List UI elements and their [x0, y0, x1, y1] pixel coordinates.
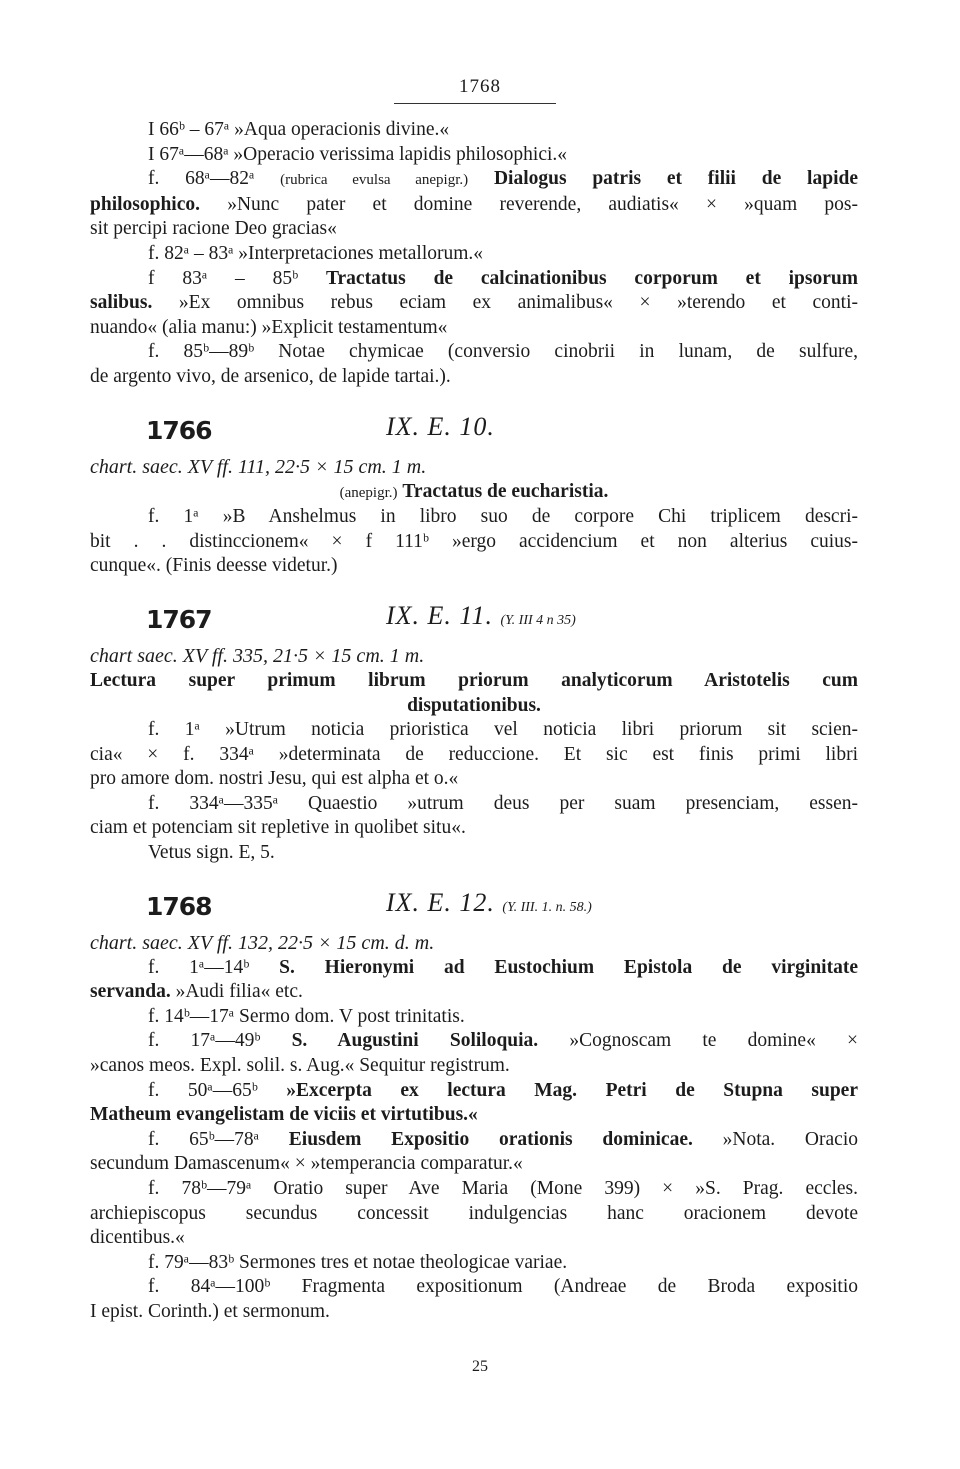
- text-line: f. 17ᵃ—49ᵇ S. Augustini Soliloquia. »Cognoscam te domine« ×: [148, 1030, 858, 1052]
- text-line: I 67ᵃ—68ᵃ »Operacio verissima lapidis philosophici.«: [148, 143, 568, 165]
- catalogue-body: [90, 118, 858, 1325]
- text-line: ciam et potenciam sit repletive in quolibet situ«.: [90, 817, 466, 839]
- entry-signature: IX. E. 11. (Y. III 4 n 35): [386, 600, 576, 630]
- text-line: f. 85ᵇ—89ᵇ Notae chymicae (conversio cinobrii in lunam, de sulfure,: [148, 341, 858, 363]
- text-line: pro amore dom. nostri Jesu, qui est alpha et o.«: [90, 768, 459, 790]
- text-line: de argento vivo, de arsenico, de lapide tartai.).: [90, 365, 451, 387]
- entry-title: (anepigr.) Tractatus de eucharistia.: [339, 480, 609, 502]
- text-line: f. 14ᵇ—17ᵃ Sermo dom. V post trinitatis.: [148, 1005, 465, 1027]
- entry-number: 1766: [146, 415, 212, 445]
- entry-signature: IX. E. 12. (Y. III. 1. n. 58.): [386, 887, 592, 917]
- text-line: philosophico. »Nunc pater et domine reverende, audiatis« × »quam pos-: [90, 193, 858, 215]
- text-line: cunque«. (Finis deesse videtur.): [90, 555, 338, 577]
- entry-signature: IX. E. 10.: [386, 411, 495, 441]
- text-line: archiepiscopus secundus concessit indulgencias hanc oracionem devote: [90, 1202, 858, 1224]
- running-head: 1768: [459, 76, 501, 97]
- text-line: I epist. Corinth.) et sermonum.: [90, 1300, 330, 1322]
- entry-title: Lectura super primum librum priorum analyticorum Aristotelis cum: [90, 669, 858, 691]
- old-signature: (Y. III 4 n 35): [500, 612, 576, 628]
- text-line: f. 334ᵃ—335ᵃ Quaestio »utrum deus per suam presenciam, essen-: [148, 792, 858, 814]
- text-line: f. 1ᵃ »Utrum noticia prioristica vel noticia libri priorum sit scien-: [148, 719, 858, 741]
- text-line: salibus. »Ex omnibus rebus eciam ex animalibus« × »terendo et conti-: [90, 292, 859, 314]
- text-line: f. 68ᵃ—82ᵃ (rubrica evulsa anepigr.) Dialogus patris et filii de lapide: [148, 168, 858, 190]
- text-line: nuando« (alia manu:) »Explicit testamentum«: [90, 316, 448, 338]
- entry-header-1768: [90, 886, 858, 930]
- text-line: secundum Damascenum« × »temperancia comparatur.«: [90, 1153, 523, 1175]
- entry-header-1767: [90, 599, 858, 643]
- header-rule: [394, 103, 556, 104]
- text-line: f. 84ᵃ—100ᵇ Fragmenta expositionum (Andreae de Broda expositio: [148, 1276, 858, 1298]
- entry-number: 1768: [146, 891, 212, 921]
- text-line: I 66ᵇ – 67ᵃ »Aqua operacionis divine.«: [148, 119, 450, 140]
- entry-description: chart. saec. XV ff. 111, 22·5 × 15 cm. 1 m.: [90, 455, 427, 478]
- entry-description: chart. saec. XV ff. 132, 22·5 × 15 cm. d. m.: [90, 931, 435, 954]
- text-line: f. 1ᵃ—14ᵇ S. Hieronymi ad Eustochium Epistola de virginitate: [148, 956, 858, 978]
- entry-number: 1767: [146, 604, 212, 634]
- text-line: f. 82ᵃ – 83ᵃ »Interpretaciones metallorum.«: [148, 242, 484, 264]
- text-line: f. 50ᵃ—65ᵇ »Excerpta ex lectura Mag. Petri de Stupna super: [148, 1079, 858, 1101]
- text-line: f. 1ᵃ »B Anshelmus in libro suo de corpore Chi triplicem descri-: [148, 506, 858, 528]
- entry-items: [90, 956, 858, 1325]
- old-signature: (Y. III. 1. n. 58.): [502, 899, 592, 915]
- text-line: servanda. »Audi filia« etc.: [90, 981, 303, 1003]
- text-line: Vetus sign. E, 5.: [148, 842, 275, 864]
- text-line: f. 79ᵃ—83ᵇ Sermones tres et notae theologicae variae.: [148, 1251, 568, 1273]
- text-line: »canos meos. Expl. solil. s. Aug.« Sequitur registrum.: [90, 1055, 510, 1077]
- text-line: f. 65ᵇ—78ᵃ Eiusdem Expositio orationis dominicae. »Nota. Oracio: [148, 1128, 858, 1150]
- page-number: 25: [472, 1358, 488, 1375]
- text-line: f 83ᵃ – 85ᵇ Tractatus de calcinationibus corporum et ipsorum: [148, 267, 858, 289]
- text-line: bit . . distinccionem« × f 111ᵇ »ergo accidencium et non alterius cuius-: [90, 530, 858, 552]
- entry-title: disputationibus.: [407, 694, 541, 716]
- entry-description: chart saec. XV ff. 335, 21·5 × 15 cm. 1 m.: [90, 644, 425, 667]
- text-line: sit percipi racione Deo gracias«: [90, 218, 337, 240]
- text-line: f. 78ᵇ—79ᵃ Oratio super Ave Maria (Mone 399) × »S. Prag. eccles.: [148, 1178, 858, 1199]
- text-line: cia« × f. 334ᵃ »determinata de reduccione. Et sic est finis primi libri: [90, 743, 858, 765]
- entry-header-1766: [90, 410, 858, 454]
- text-line: dicentibus.«: [90, 1227, 185, 1249]
- text-line: Matheum evangelistam de viciis et virtutibus.«: [90, 1104, 478, 1126]
